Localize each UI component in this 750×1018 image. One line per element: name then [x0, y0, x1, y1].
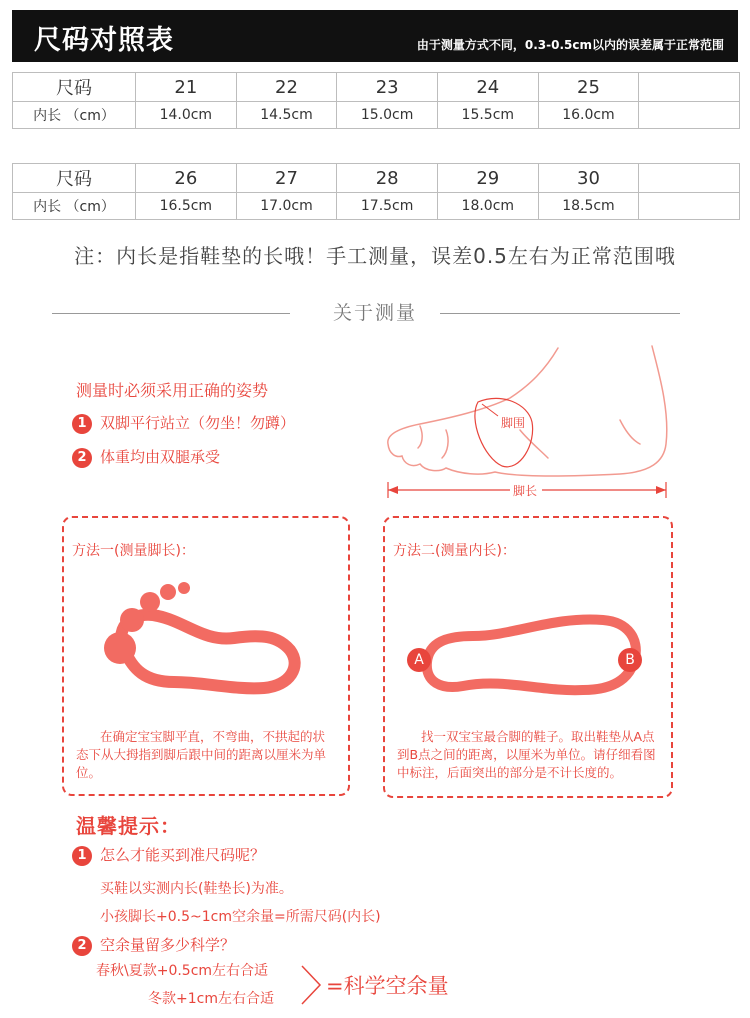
length-cell: 16.5cm: [136, 193, 237, 220]
number-badge: 1: [72, 846, 92, 866]
size-cell: 30: [538, 164, 639, 193]
method-2-desc: 找一双宝宝最合脚的鞋子。取出鞋垫从A点到B点之间的距离，以厘米为单位。请仔细看图中标注，后面突出的部分是不计长度的。: [397, 729, 656, 780]
posture-item-text: 双脚平行站立（勿坐！勿蹲）: [100, 414, 296, 432]
method-1-title: 方法一(测量脚长)：: [72, 543, 195, 559]
size-cell: 28: [337, 164, 438, 193]
size-cell: [639, 164, 740, 193]
number-badge: 2: [72, 448, 92, 468]
length-cell: 14.5cm: [236, 102, 337, 129]
header-note: 由于测量方式不同，0.3-0.5cm以内的误差属于正常范围: [416, 38, 724, 52]
tip-answer-1-line-1: 买鞋以实测内长(鞋垫长)为准。: [100, 881, 293, 897]
method-2-box: [383, 516, 673, 798]
number-badge: 1: [72, 414, 92, 434]
size-table-2: [12, 163, 740, 220]
length-cell: 18.5cm: [538, 193, 639, 220]
length-cell: 16.0cm: [538, 102, 639, 129]
tip-question-2: [72, 934, 235, 956]
tips-title: 温馨提示：: [76, 814, 181, 838]
section-title: 关于测量: [332, 302, 417, 324]
measurement-note: 注：内长是指鞋垫的长哦！手工测量，误差0.5左右为正常范围哦: [74, 244, 676, 268]
tip-question-text: 怎么才能买到准尺码呢？: [100, 846, 266, 864]
tip-question-1: [72, 844, 265, 866]
page-title: 尺码对照表: [34, 25, 174, 56]
length-cell: 14.0cm: [136, 102, 237, 129]
length-label-foot: 脚长: [513, 484, 538, 498]
method-1-desc: 在确定宝宝脚平直，不弯曲，不拱起的状态下从大拇指到脚后跟中间的距离以厘米为单位。: [76, 729, 327, 780]
point-b-marker: B: [618, 648, 642, 672]
tip-answer-2-line-1: 春秋\夏款+0.5cm左右合适: [96, 963, 269, 979]
length-cell: 17.5cm: [337, 193, 438, 220]
tip-answer-1-line-2: 小孩脚长+0.5~1cm空余量=所需尺码(内长): [100, 909, 381, 925]
posture-item-1: [72, 412, 295, 434]
posture-item-text: 体重均由双腿承受: [100, 448, 221, 466]
size-cell: 21: [136, 73, 237, 102]
tip-answer-2-line-2: 冬款+1cm左右合适: [148, 991, 274, 1007]
length-cell: 17.0cm: [236, 193, 337, 220]
posture-item-2: [72, 446, 220, 468]
size-cell: 29: [437, 164, 538, 193]
size-label: 尺码: [13, 164, 136, 193]
method-2-title: 方法二(测量内长)：: [393, 543, 516, 559]
insole-icon: [403, 606, 653, 706]
tip-question-text: 空余量留多少科学？: [100, 936, 236, 954]
length-label: 内长 （cm）: [13, 193, 136, 220]
header-banner: [12, 10, 738, 62]
size-cell: 23: [337, 73, 438, 102]
size-table-1: [12, 72, 740, 129]
size-cell: 24: [437, 73, 538, 102]
length-cell: 15.5cm: [437, 102, 538, 129]
size-cell: [639, 73, 740, 102]
number-badge: 2: [72, 936, 92, 956]
length-cell: [639, 193, 740, 220]
length-cell: [639, 102, 740, 129]
length-cell: 18.0cm: [437, 193, 538, 220]
method-1-box: [62, 516, 350, 796]
posture-heading: 测量时必须采用正确的姿势: [76, 381, 269, 400]
size-label: 尺码: [13, 73, 136, 102]
size-cell: 26: [136, 164, 237, 193]
tip-answer-2-result: =科学空余量: [326, 974, 449, 998]
length-label: 内长 （cm）: [13, 102, 136, 129]
size-cell: 27: [236, 164, 337, 193]
bracket-icon: [298, 962, 324, 1008]
footprint-icon: [94, 578, 314, 708]
size-cell: 22: [236, 73, 337, 102]
girth-label: 脚围: [501, 416, 526, 430]
divider-right: [440, 313, 680, 314]
size-cell: 25: [538, 73, 639, 102]
point-a-marker: A: [407, 648, 431, 672]
length-cell: 15.0cm: [337, 102, 438, 129]
